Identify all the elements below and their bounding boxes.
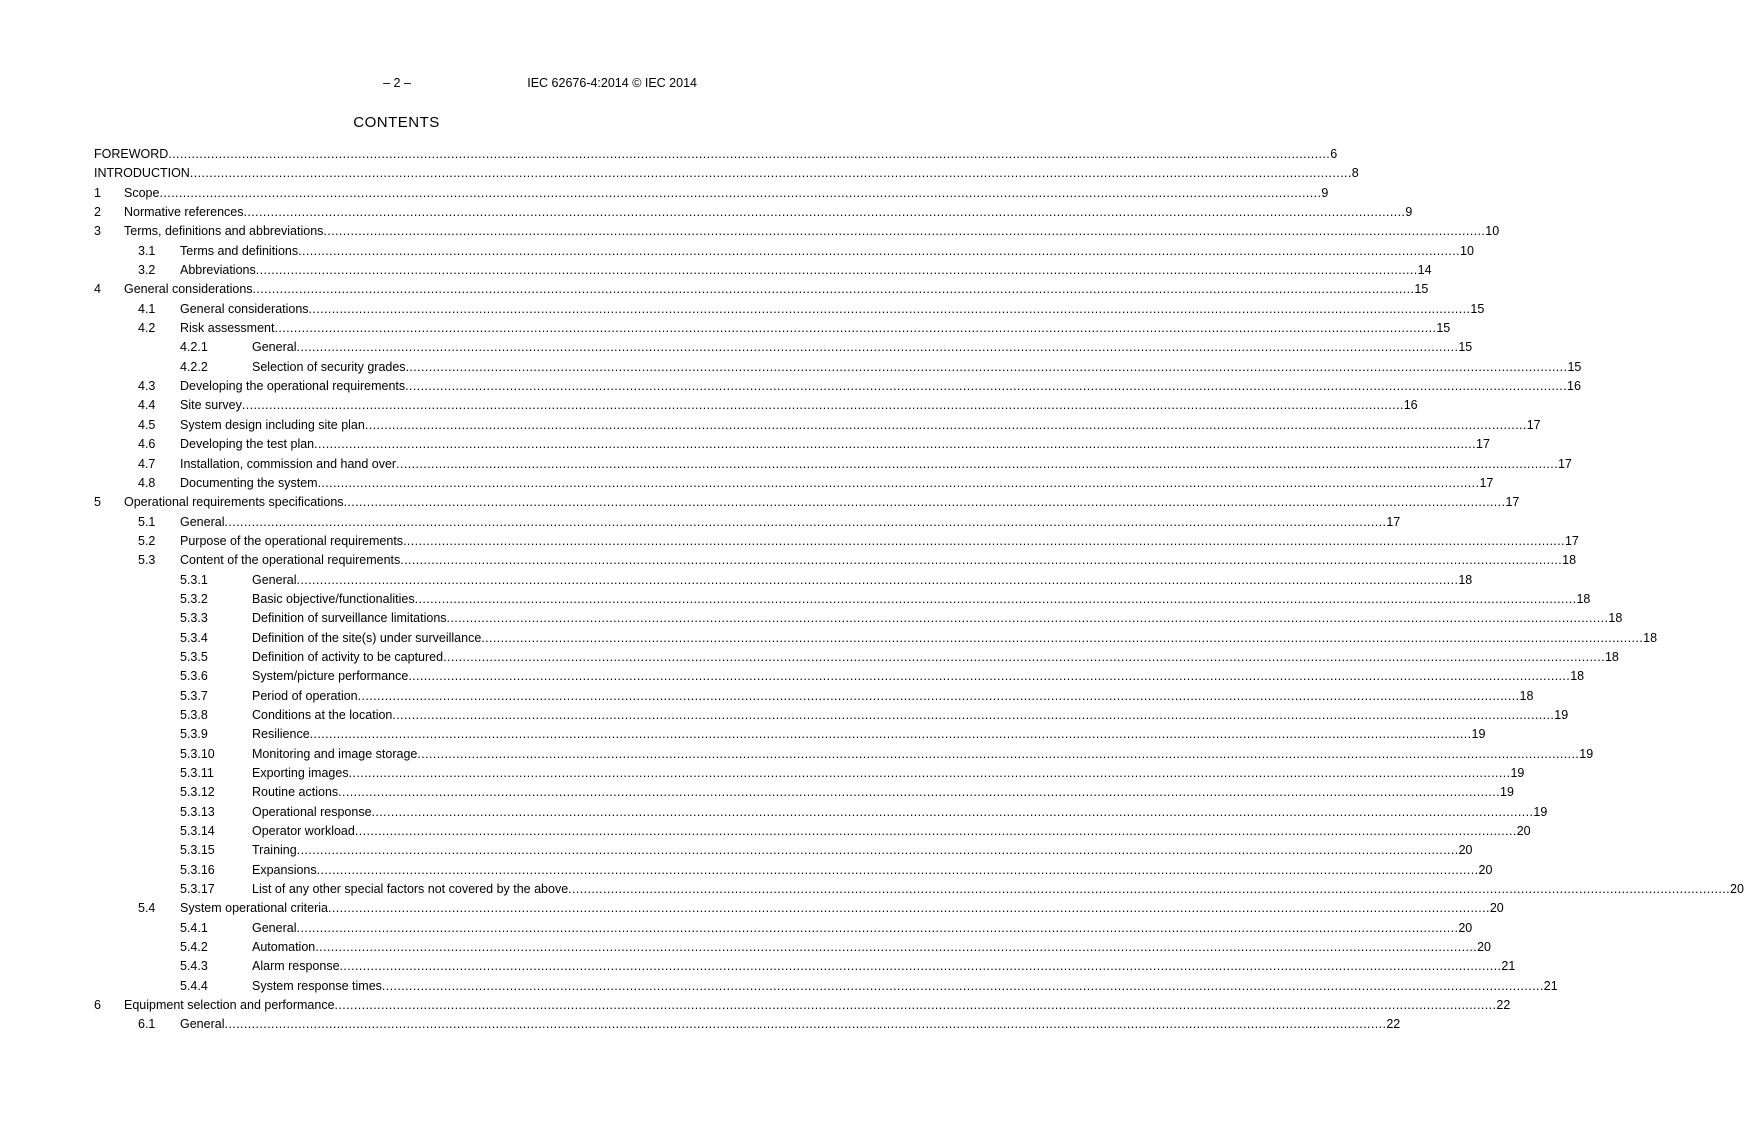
toc-leader-dots: ............................................................................................................................................................................................................................................................................................................ xyxy=(224,514,1387,529)
toc-entry-label: Monitoring and image storage xyxy=(252,746,418,761)
toc-entry-label: General considerations xyxy=(180,301,309,316)
toc-entry-page: 21 xyxy=(1501,959,1516,974)
toc-entry-label: Definition of the site(s) under surveillance xyxy=(252,630,482,645)
toc-entry[interactable] xyxy=(94,319,1451,338)
toc-entry-page: 20 xyxy=(1516,824,1531,839)
toc-entry-label: General xyxy=(252,920,297,935)
toc-leader-dots: ............................................................................................................................................................................................................................................................................................................ xyxy=(255,263,1418,278)
toc-entry-page: 18 xyxy=(1604,649,1619,664)
toc-entry-label: Developing the operational requirements xyxy=(180,379,406,394)
toc-entry[interactable] xyxy=(94,455,1572,474)
toc-entry-page: 19 xyxy=(1471,727,1486,742)
toc-entry-page: 16 xyxy=(1403,398,1418,413)
toc-entry[interactable] xyxy=(94,764,1525,783)
toc-entry-label: Scope xyxy=(124,185,160,200)
toc-entry-number: 5.4.4 xyxy=(180,978,208,993)
toc-entry-number: 4 xyxy=(94,282,101,297)
toc-entry-number: 4.2.1 xyxy=(180,340,208,355)
toc-entry[interactable] xyxy=(94,687,1534,706)
toc-entry-label: Content of the operational requirements xyxy=(180,553,401,568)
toc-entry[interactable] xyxy=(94,280,1429,299)
toc-entry-page: 17 xyxy=(1386,514,1401,529)
contents-title: CONTENTS xyxy=(353,114,440,131)
toc-entry-label: Documenting the system xyxy=(180,475,318,490)
toc-entry[interactable] xyxy=(94,609,1623,628)
toc-entry-page: 19 xyxy=(1554,707,1569,722)
toc-entry[interactable] xyxy=(94,493,1520,512)
toc-entry-page: 19 xyxy=(1533,804,1548,819)
toc-entry-number: 5.3.13 xyxy=(180,804,215,819)
toc-leader-dots: ............................................................................................................................................................................................................................................................................................................ xyxy=(314,437,1476,452)
toc-leader-dots: ............................................................................................................................................................................................................................................................................................................ xyxy=(364,417,1527,432)
toc-leader-dots: ............................................................................................................................................................................................................................................................................................................ xyxy=(354,824,1517,839)
toc-entry-label: System design including site plan xyxy=(180,417,365,432)
toc-entry-number: 5.1 xyxy=(138,514,156,529)
toc-entry-number: 5 xyxy=(94,495,101,510)
toc-entry[interactable] xyxy=(94,822,1531,841)
toc-entry-page: 16 xyxy=(1567,379,1581,394)
toc-entry[interactable] xyxy=(94,513,1401,532)
toc-leader-dots: ............................................................................................................................................................................................................................................................................................................ xyxy=(400,553,1563,568)
toc-entry-page: 9 xyxy=(1405,205,1413,220)
toc-entry-number: 4.4 xyxy=(138,398,156,413)
toc-entry-page: 15 xyxy=(1458,340,1473,355)
toc-entry-label: INTRODUCTION xyxy=(94,166,190,181)
toc-entry-page: 22 xyxy=(1386,1017,1401,1032)
toc-entry-page: 17 xyxy=(1479,475,1494,490)
toc-entry-label: Risk assessment xyxy=(180,321,275,336)
toc-entry-page: 18 xyxy=(1519,688,1534,703)
toc-entry-number: 5.2 xyxy=(138,533,156,548)
document-reference: IEC 62676-4:2014 © IEC 2014 xyxy=(527,76,697,90)
toc-entry[interactable] xyxy=(94,880,1744,899)
toc-entry-page: 9 xyxy=(1321,185,1329,200)
toc-entry-number: 5.3.1 xyxy=(180,572,208,587)
toc-entry-label: Resilience xyxy=(252,727,310,742)
toc-entry-number: 5.4.3 xyxy=(180,959,208,974)
toc-entry-number: 5.3 xyxy=(138,553,156,568)
toc-entry[interactable] xyxy=(94,899,1504,918)
toc-entry-page: 22 xyxy=(1496,998,1511,1013)
toc-entry[interactable] xyxy=(94,435,1490,454)
toc-entry-label: Site survey xyxy=(180,398,242,413)
toc-entry-label: Period of operation xyxy=(252,688,358,703)
toc-entry[interactable] xyxy=(94,996,1511,1015)
toc-leader-dots: ............................................................................................................................................................................................................................................................................................................ xyxy=(316,862,1479,877)
toc-entry-number: 6.1 xyxy=(138,1017,156,1032)
toc-entry-number: 5.3.15 xyxy=(180,843,215,858)
toc-entry[interactable] xyxy=(94,300,1485,319)
toc-entry-page: 20 xyxy=(1489,901,1504,916)
toc-entry-page: 20 xyxy=(1458,920,1473,935)
toc-entry[interactable] xyxy=(94,184,1329,203)
toc-entry-number: 4.2.2 xyxy=(180,359,208,374)
toc-entry[interactable] xyxy=(94,242,1474,261)
toc-entry-page: 15 xyxy=(1567,359,1582,374)
toc-entry[interactable] xyxy=(94,629,1658,648)
toc-entry[interactable] xyxy=(94,532,1579,551)
toc-entry-label: System/picture performance xyxy=(252,669,409,684)
toc-entry[interactable] xyxy=(94,745,1594,764)
toc-entry-label: Purpose of the operational requirements xyxy=(180,533,404,548)
toc-entry[interactable] xyxy=(94,416,1541,435)
toc-entry[interactable] xyxy=(94,222,1500,241)
toc-leader-dots: ............................................................................................................................................................................................................................................................................................................ xyxy=(339,959,1502,974)
toc-leader-dots: ............................................................................................................................................................................................................................................................................................................ xyxy=(396,456,1558,471)
toc-entry[interactable] xyxy=(94,551,1577,570)
toc-entry-label: Selection of security grades xyxy=(252,359,406,374)
toc-entry-label: Routine actions xyxy=(252,785,339,800)
toc-entry[interactable] xyxy=(94,145,1338,164)
toc-entry-page: 15 xyxy=(1436,321,1451,336)
toc-entry-page: 8 xyxy=(1351,166,1359,181)
toc-entry-page: 10 xyxy=(1460,243,1474,258)
toc-entry-page: 19 xyxy=(1510,766,1525,780)
toc-entry-label: Training xyxy=(252,843,297,858)
toc-entry[interactable] xyxy=(94,203,1413,222)
toc-entry-label: Developing the test plan xyxy=(180,437,315,452)
toc-entry-page: 21 xyxy=(1543,978,1558,993)
toc-entry-number: 4.3 xyxy=(138,379,156,394)
toc-entry-label: Abbreviations xyxy=(180,263,256,278)
toc-entry[interactable] xyxy=(94,861,1493,880)
toc-entry-label: Alarm response xyxy=(252,959,340,974)
toc-leader-dots: ............................................................................................................................................................................................................................................................................................................ xyxy=(343,495,1506,510)
toc-entry-number: 3.2 xyxy=(138,263,156,278)
toc-leader-dots: ............................................................................................................................................................................................................................................................................................................ xyxy=(446,611,1609,626)
toc-leader-dots: ............................................................................................................................................................................................................................................................................................................ xyxy=(408,669,1571,684)
page-header xyxy=(0,76,793,92)
toc-entry-page: 20 xyxy=(1477,940,1492,955)
toc-leader-dots: ............................................................................................................................................................................................................................................................................................................ xyxy=(381,978,1544,993)
toc-leader-dots: ............................................................................................................................................................................................................................................................................................................ xyxy=(481,630,1644,645)
toc-entry[interactable] xyxy=(94,571,1473,590)
toc-entry-label: General xyxy=(180,1017,225,1032)
toc-entry-label: Operational response xyxy=(252,804,372,819)
toc-entry[interactable] xyxy=(94,977,1558,996)
toc-entry-page: 18 xyxy=(1643,630,1658,645)
toc-entry-page: 6 xyxy=(1330,147,1338,161)
toc-entry-page: 18 xyxy=(1608,611,1623,626)
toc-entry[interactable] xyxy=(94,474,1494,493)
toc-leader-dots: ............................................................................................................................................................................................................................................................................................................ xyxy=(274,321,1437,336)
toc-entry[interactable] xyxy=(94,338,1473,357)
toc-entry[interactable] xyxy=(94,841,1473,860)
toc-entry-label: Terms, definitions and abbreviations xyxy=(124,224,324,239)
toc-leader-dots: ............................................................................................................................................................................................................................................................................................................ xyxy=(405,379,1568,394)
toc-entry[interactable] xyxy=(94,358,1582,377)
toc-entry-number: 5.3.7 xyxy=(180,688,208,703)
toc-entry-label: General xyxy=(180,514,225,529)
toc-leader-dots: ............................................................................................................................................................................................................................................................................................................ xyxy=(403,533,1565,548)
toc-entry-page: 17 xyxy=(1505,495,1520,510)
toc-entry-number: 5.3.16 xyxy=(180,862,215,877)
toc-entry[interactable] xyxy=(94,377,1581,396)
toc-entry-page: 10 xyxy=(1485,224,1500,239)
toc-entry-page: 20 xyxy=(1478,862,1493,877)
toc-entry[interactable] xyxy=(94,667,1585,686)
toc-entry[interactable] xyxy=(94,783,1514,802)
toc-leader-dots: ............................................................................................................................................................................................................................................................................................................ xyxy=(323,224,1486,239)
toc-entry-label: Operator workload xyxy=(252,824,355,839)
toc-entry-page: 14 xyxy=(1417,263,1432,278)
toc-entry-page: 20 xyxy=(1730,882,1744,897)
toc-entry-page: 18 xyxy=(1562,553,1577,568)
toc-entry-label: System operational criteria xyxy=(180,901,328,916)
toc-entry-label: FOREWORD xyxy=(94,147,169,161)
toc-leader-dots: ............................................................................................................................................................................................................................................................................................................ xyxy=(568,882,1731,897)
toc-entry-number: 5.3.14 xyxy=(180,824,215,839)
toc-entry[interactable] xyxy=(94,396,1418,415)
toc-leader-dots: ............................................................................................................................................................................................................................................................................................................ xyxy=(371,804,1534,819)
toc-entry-number: 5.4 xyxy=(138,901,156,916)
toc-entry-page: 20 xyxy=(1458,843,1473,858)
toc-entry-number: 4.8 xyxy=(138,475,156,490)
toc-leader-dots: ............................................................................................................................................................................................................................................................................................................ xyxy=(348,766,1511,780)
toc-entry[interactable] xyxy=(94,706,1569,725)
toc-entry-label: Normative references xyxy=(124,205,244,220)
toc-leader-dots: ............................................................................................................................................................................................................................................................................................................ xyxy=(317,475,1480,490)
toc-entry-label: Equipment selection and performance xyxy=(124,998,335,1013)
toc-entry[interactable] xyxy=(94,164,1359,183)
toc-leader-dots: ............................................................................................................................................................................................................................................................................................................ xyxy=(243,205,1406,220)
toc-entry-number: 5.3.12 xyxy=(180,785,215,800)
toc-entry-label: General xyxy=(252,572,297,587)
toc-entry-number: 5.3.6 xyxy=(180,669,208,684)
toc-leader-dots: ............................................................................................................................................................................................................................................................................................................ xyxy=(392,707,1555,722)
toc-entry-number: 4.1 xyxy=(138,301,156,316)
toc-entry-page: 17 xyxy=(1557,456,1572,471)
toc-entry-page: 17 xyxy=(1526,417,1541,432)
toc-entry-label: Expansions xyxy=(252,862,317,877)
toc-leader-dots: ............................................................................................................................................................................................................................................................................................................ xyxy=(414,591,1577,606)
toc-entry-number: 5.3.5 xyxy=(180,649,208,664)
toc-entry-number: 5.3.3 xyxy=(180,611,208,626)
toc-entry[interactable] xyxy=(94,919,1473,938)
toc-entry-number: 3.1 xyxy=(138,243,156,258)
toc-entry-number: 2 xyxy=(94,205,101,220)
toc-entry-number: 5.3.9 xyxy=(180,727,208,742)
toc-leader-dots: ............................................................................................................................................................................................................................................................................................................ xyxy=(443,649,1605,664)
toc-leader-dots: ............................................................................................................................................................................................................................................................................................................ xyxy=(334,998,1497,1013)
toc-leader-dots: ............................................................................................................................................................................................................................................................................................................ xyxy=(338,785,1501,800)
toc-leader-dots: ............................................................................................................................................................................................................................................................................................................ xyxy=(296,340,1459,355)
toc-entry-page: 15 xyxy=(1414,282,1429,297)
toc-entry-number: 4.6 xyxy=(138,437,156,452)
toc-entry[interactable] xyxy=(94,590,1591,609)
toc-entry-number: 4.2 xyxy=(138,321,156,336)
toc-leader-dots: ............................................................................................................................................................................................................................................................................................................ xyxy=(241,398,1404,413)
toc-leader-dots: ............................................................................................................................................................................................................................................................................................................ xyxy=(252,282,1415,297)
toc-entry-number: 5.3.8 xyxy=(180,707,208,722)
toc-entry-label: General considerations xyxy=(124,282,253,297)
toc-entry[interactable] xyxy=(94,725,1486,744)
toc-entry-page: 15 xyxy=(1470,301,1485,316)
toc-entry-label: General xyxy=(252,340,297,355)
toc-entry[interactable] xyxy=(94,938,1492,957)
page-number: – 2 – xyxy=(383,76,411,90)
toc-entry-number: 5.3.10 xyxy=(180,746,215,761)
toc-entry-page: 19 xyxy=(1500,785,1514,800)
toc-entry-label: Definition of surveillance limitations xyxy=(252,611,447,626)
toc-entry-page: 19 xyxy=(1579,746,1594,761)
toc-leader-dots: ............................................................................................................................................................................................................................................................................................................ xyxy=(296,843,1459,858)
toc-entry-number: 5.3.17 xyxy=(180,882,215,897)
toc-entry-number: 5.3.11 xyxy=(180,766,214,780)
toc-entry-number: 5.4.1 xyxy=(180,920,208,935)
toc-entry-page: 18 xyxy=(1576,591,1591,606)
toc-leader-dots: ............................................................................................................................................................................................................................................................................................................ xyxy=(327,901,1490,916)
toc-leader-dots: ............................................................................................................................................................................................................................................................................................................ xyxy=(357,688,1520,703)
toc-entry-number: 5.4.2 xyxy=(180,940,208,955)
toc-entry[interactable] xyxy=(94,957,1516,976)
toc-leader-dots: ............................................................................................................................................................................................................................................................................................................ xyxy=(298,243,1460,258)
toc-leader-dots: ............................................................................................................................................................................................................................................................................................................ xyxy=(309,727,1472,742)
toc-entry-label: System response times xyxy=(252,978,382,993)
toc-entry-label: Operational requirements specifications xyxy=(124,495,344,510)
toc-entry-label: Automation xyxy=(252,940,316,955)
toc-entry[interactable] xyxy=(94,648,1619,667)
toc-leader-dots: ............................................................................................................................................................................................................................................................................................................ xyxy=(168,147,1331,161)
toc-entry-number: 5.3.4 xyxy=(180,630,208,645)
toc-entry-page: 17 xyxy=(1476,437,1490,452)
toc-leader-dots: ............................................................................................................................................................................................................................................................................................................ xyxy=(308,301,1471,316)
toc-entry[interactable] xyxy=(94,1015,1401,1034)
toc-entry-label: Installation, commission and hand over xyxy=(180,456,397,471)
toc-entry-page: 17 xyxy=(1564,533,1579,548)
toc-entry-label: Basic objective/functionalities xyxy=(252,591,415,606)
toc-entry-page: 18 xyxy=(1458,572,1473,587)
toc-entry-label: Definition of activity to be captured xyxy=(252,649,444,664)
toc-leader-dots: ............................................................................................................................................................................................................................................................................................................ xyxy=(189,166,1352,181)
toc-leader-dots: ............................................................................................................................................................................................................................................................................................................ xyxy=(159,185,1322,200)
toc-leader-dots: ............................................................................................................................................................................................................................................................................................................ xyxy=(315,940,1478,955)
toc-entry-number: 1 xyxy=(94,185,101,200)
toc-leader-dots: ............................................................................................................................................................................................................................................................................................................ xyxy=(296,572,1459,587)
toc-entry-label: Terms and definitions xyxy=(180,243,299,258)
toc-leader-dots: ............................................................................................................................................................................................................................................................................................................ xyxy=(224,1017,1387,1032)
toc-entry-number: 4.5 xyxy=(138,417,156,432)
toc-entry-number: 6 xyxy=(94,998,101,1013)
toc-leader-dots: ............................................................................................................................................................................................................................................................................................................ xyxy=(405,359,1568,374)
toc-entry-label: List of any other special factors not covered by the above xyxy=(252,882,569,897)
toc-entry[interactable] xyxy=(94,803,1548,822)
toc-entry-label: Exporting images xyxy=(252,766,349,780)
toc-entry-label: Conditions at the location xyxy=(252,707,393,722)
toc-entry-page: 18 xyxy=(1570,669,1585,684)
toc-entry-number: 5.3.2 xyxy=(180,591,208,606)
toc-leader-dots: ............................................................................................................................................................................................................................................................................................................ xyxy=(417,746,1580,761)
toc-entry[interactable] xyxy=(94,261,1432,280)
toc-leader-dots: ............................................................................................................................................................................................................................................................................................................ xyxy=(296,920,1459,935)
toc-entry-number: 3 xyxy=(94,224,101,239)
table-of-contents xyxy=(94,145,1744,1035)
toc-entry-number: 4.7 xyxy=(138,456,156,471)
